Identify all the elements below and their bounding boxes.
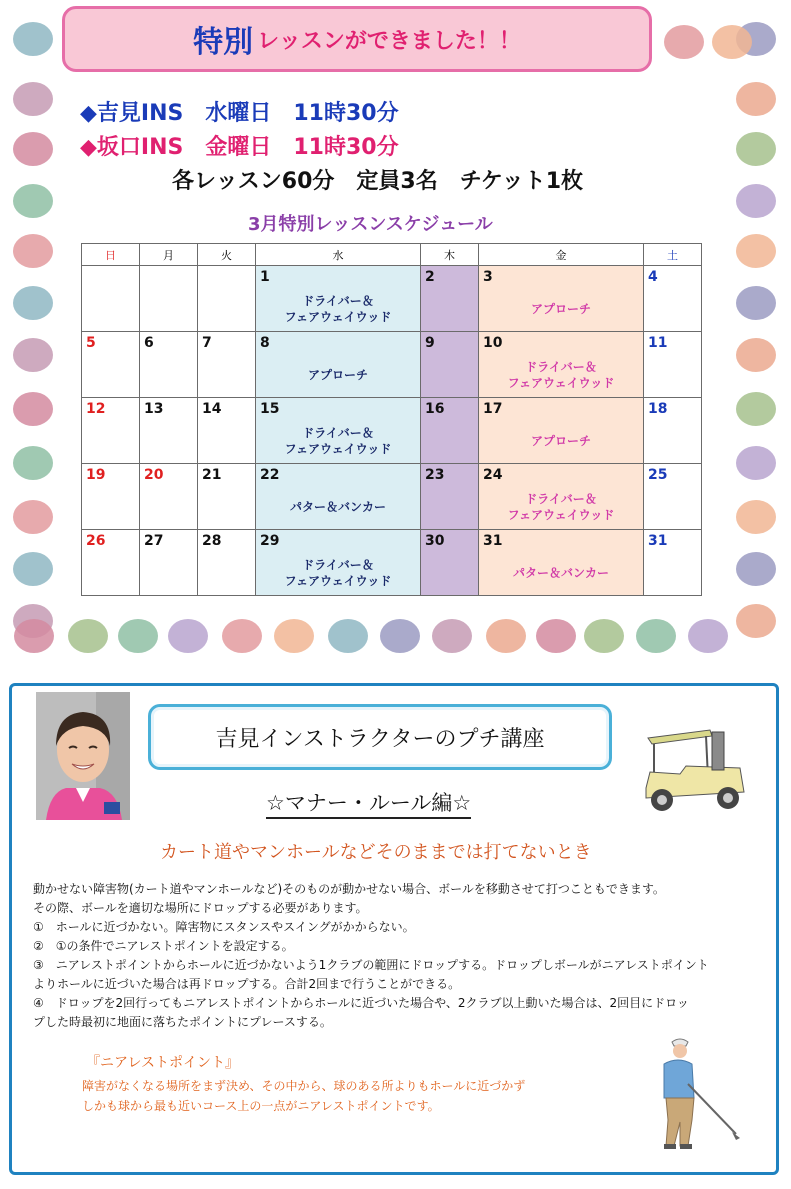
calendar-day-cell — [421, 530, 479, 596]
nearest-point-title: 『ニアレストポイント』 — [86, 1055, 240, 1071]
calendar-day-cell — [256, 530, 421, 596]
calendar-day-cell — [421, 464, 479, 530]
calendar-day-cell — [198, 464, 256, 530]
decorative-dot — [380, 619, 420, 653]
calendar-day-cell — [644, 332, 702, 398]
day-number: 5 — [86, 335, 96, 351]
calendar-day-cell — [479, 332, 644, 398]
day-number: 1 — [260, 269, 270, 285]
decorative-dot — [13, 184, 53, 218]
weekday-header: 水 — [256, 244, 421, 266]
calendar-day-cell — [198, 398, 256, 464]
day-number: 17 — [483, 401, 503, 417]
decorative-dot — [274, 619, 314, 653]
banner-big-text: 特別 — [193, 25, 254, 60]
calendar-day-cell — [198, 332, 256, 398]
decorative-dot — [328, 619, 368, 653]
decorative-dot — [584, 619, 624, 653]
decorative-dot — [13, 82, 53, 116]
body-line: ④ ドロップを2回行ってもニアレストポイントからホールに近づいた場合や、2クラブ以上動いた場合は、2回目にドロッ — [33, 996, 689, 1010]
decorative-dot — [688, 619, 728, 653]
wednesday-lesson: パター＆バンカー — [289, 499, 386, 514]
calendar-day-cell — [82, 266, 140, 332]
title-banner — [62, 6, 652, 72]
day-number: 11 — [648, 335, 668, 351]
calendar-day-cell — [479, 398, 644, 464]
calendar-day-cell — [140, 464, 198, 530]
body-line: その際、ボールを適切な場所にドロップする必要があります。 — [33, 901, 368, 915]
decorative-dot — [13, 552, 53, 586]
weekday-header: 土 — [644, 244, 702, 266]
calendar-week-row — [82, 530, 702, 596]
body-line: ② ①の条件でニアレストポイントを設定する。 — [33, 939, 294, 953]
decorative-dot — [712, 25, 752, 59]
body-line: プした時最初に地面に落ちたポイントにプレースする。 — [33, 1015, 332, 1029]
decorative-dot — [736, 552, 776, 586]
calendar-day-cell — [644, 464, 702, 530]
day-number: 21 — [202, 467, 222, 483]
calendar-week-row — [82, 398, 702, 464]
day-number: 8 — [260, 335, 270, 351]
lesson-info-line: 各レッスン60分 定員3名 チケット1枚 — [172, 169, 584, 194]
decorative-dot — [13, 132, 53, 166]
weekday-header: 金 — [479, 244, 644, 266]
decorative-dot — [736, 286, 776, 320]
np-line: 障害がなくなる場所をまず決め、その中から、球のある所よりもホールに近づかず — [82, 1079, 526, 1093]
day-number: 7 — [202, 335, 212, 351]
calendar-day-cell — [421, 266, 479, 332]
day-number: 24 — [483, 467, 503, 483]
decorative-dot — [168, 619, 208, 653]
day-number: 31 — [648, 533, 668, 549]
calendar-day-cell — [82, 332, 140, 398]
calendar-day-cell — [256, 464, 421, 530]
weekday-header: 木 — [421, 244, 479, 266]
day-number: 9 — [425, 335, 435, 351]
day-number: 30 — [425, 533, 445, 549]
day-number: 19 — [86, 467, 106, 483]
decorative-dot — [13, 446, 53, 480]
decorative-dot — [13, 392, 53, 426]
decorative-dot — [13, 22, 53, 56]
decorative-dot — [736, 132, 776, 166]
friday-lesson: パター＆バンカー — [512, 565, 609, 580]
day-number: 13 — [144, 401, 164, 417]
decorative-dot — [536, 619, 576, 653]
decorative-dot — [664, 25, 704, 59]
decorative-dot — [736, 234, 776, 268]
friday-lesson: ドライバー＆ フェアウェイウッド — [507, 491, 615, 522]
day-number: 22 — [260, 467, 280, 483]
calendar-day-cell — [479, 266, 644, 332]
body-line: よりホールに近づいた場合は再ドロップする。合計2回まで行うことができる。 — [33, 977, 461, 991]
calendar-day-cell — [644, 266, 702, 332]
friday-lesson: ドライバー＆ フェアウェイウッド — [507, 359, 615, 390]
calendar-day-cell — [421, 332, 479, 398]
calendar-day-cell — [140, 398, 198, 464]
decorative-dot — [13, 500, 53, 534]
day-number: 10 — [483, 335, 503, 351]
decorative-dot — [13, 286, 53, 320]
schedule-title: 3月特別レッスンスケジュール — [248, 214, 493, 235]
calendar-day-cell — [421, 398, 479, 464]
calendar-day-cell — [479, 530, 644, 596]
calendar-week-row — [82, 332, 702, 398]
instructor-photo — [36, 692, 130, 820]
topic-heading: カート道やマンホールなどそのままでは打てないとき — [160, 842, 592, 863]
day-number: 12 — [86, 401, 106, 417]
weekday-header: 日 — [82, 244, 140, 266]
weekday-header: 月 — [140, 244, 198, 266]
body-line: 動かせない障害物(カート道やマンホールなど)そのものが動かせない場合、ボールを移動させて打つこともできます。 — [33, 882, 665, 896]
body-line: ① ホールに近づかない。障害物にスタンスやスイングがかからない。 — [33, 920, 415, 934]
calendar-day-cell — [82, 464, 140, 530]
calendar-day-cell — [256, 266, 421, 332]
banner-rest-text: レッスンができました！！ — [257, 28, 521, 54]
day-number: 23 — [425, 467, 445, 483]
calendar-day-cell — [140, 530, 198, 596]
calendar-day-cell — [644, 530, 702, 596]
wednesday-lesson: アプローチ — [307, 367, 368, 382]
decorative-dot — [222, 619, 262, 653]
day-number: 26 — [86, 533, 106, 549]
decorative-dot — [736, 184, 776, 218]
body-line: ③ ニアレストポイントからホールに近づかないよう1クラブの範囲にドロップする。ドロップしボールがニアレストポイント — [33, 958, 709, 972]
golfer-icon — [628, 1034, 748, 1154]
column-title: 吉見インストラクターのプチ講座 — [148, 704, 612, 770]
day-number: 2 — [425, 269, 435, 285]
day-number: 16 — [425, 401, 445, 417]
calendar-day-cell — [82, 398, 140, 464]
day-number: 4 — [648, 269, 658, 285]
wednesday-lesson: ドライバー＆ フェアウェイウッド — [284, 425, 392, 456]
manner-rule-heading: ☆マナー・ルール編☆ — [266, 787, 471, 819]
calendar-week-row — [82, 464, 702, 530]
friday-lesson: アプローチ — [530, 301, 591, 316]
decorative-dot — [486, 619, 526, 653]
calendar-table — [81, 243, 702, 596]
calendar-day-cell — [644, 398, 702, 464]
decorative-dot — [118, 619, 158, 653]
decorative-dot — [14, 619, 54, 653]
day-number: 18 — [648, 401, 668, 417]
decorative-dot — [736, 392, 776, 426]
decorative-dot — [432, 619, 472, 653]
calendar-day-cell — [140, 266, 198, 332]
calendar-day-cell — [82, 530, 140, 596]
yoshimi-schedule-line: ◆吉見INS 水曜日 11時30分 — [80, 101, 399, 126]
nearest-point-text — [82, 1076, 525, 1116]
decorative-dot — [68, 619, 108, 653]
decorative-dot — [13, 234, 53, 268]
calendar-day-cell — [479, 464, 644, 530]
np-line: しかも球から最も近いコース上の一点がニアレストポイントです。 — [82, 1099, 440, 1113]
decorative-dot — [736, 500, 776, 534]
day-number: 3 — [483, 269, 493, 285]
calendar-day-cell — [140, 332, 198, 398]
friday-lesson: アプローチ — [530, 433, 591, 448]
sakaguchi-schedule-line: ◆坂口INS 金曜日 11時30分 — [80, 135, 399, 160]
day-number: 28 — [202, 533, 222, 549]
day-number: 25 — [648, 467, 668, 483]
day-number: 14 — [202, 401, 222, 417]
day-number: 27 — [144, 533, 164, 549]
calendar-week-row — [82, 266, 702, 332]
decorative-dot — [636, 619, 676, 653]
day-number: 15 — [260, 401, 280, 417]
wednesday-lesson: ドライバー＆ フェアウェイウッド — [284, 557, 392, 588]
calendar-day-cell — [256, 398, 421, 464]
day-number: 29 — [260, 533, 280, 549]
calendar-day-cell — [198, 266, 256, 332]
day-number: 6 — [144, 335, 154, 351]
wednesday-lesson: ドライバー＆ フェアウェイウッド — [284, 293, 392, 324]
body-text — [33, 880, 759, 1032]
weekday-header: 火 — [198, 244, 256, 266]
day-number: 31 — [483, 533, 503, 549]
golf-cart-icon — [640, 718, 750, 818]
decorative-dot — [736, 82, 776, 116]
decorative-dot — [13, 338, 53, 372]
day-number: 20 — [144, 467, 164, 483]
calendar-day-cell — [198, 530, 256, 596]
decorative-dot — [736, 446, 776, 480]
decorative-dot — [736, 338, 776, 372]
calendar-day-cell — [256, 332, 421, 398]
decorative-dot — [736, 604, 776, 638]
